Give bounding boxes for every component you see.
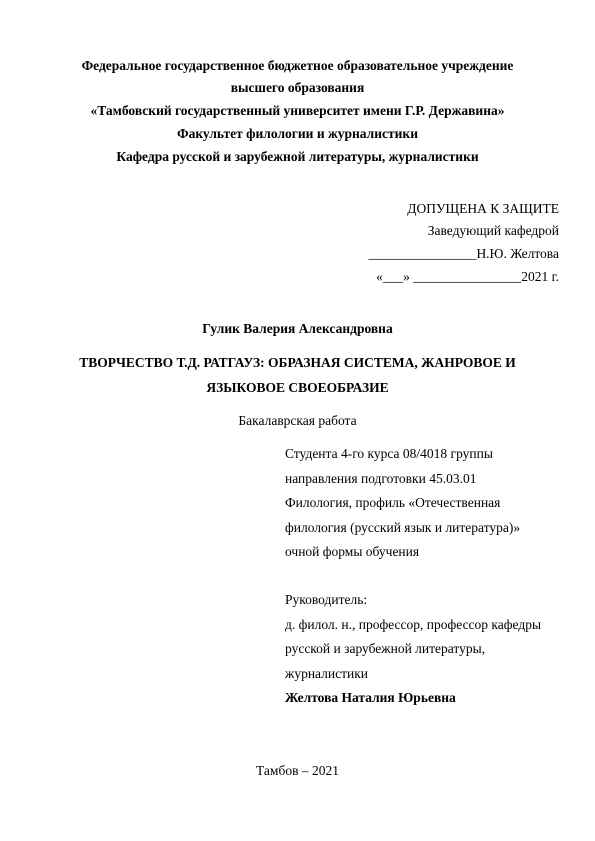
- approval-signature: ________________Н.Ю. Желтова: [368, 246, 559, 261]
- supervisor-name: Желтова Наталия Юрьевна: [285, 690, 456, 705]
- student-line-4: филология (русский язык и литература)»: [285, 519, 521, 535]
- approval-date: «___» ________________2021 г.: [376, 269, 559, 284]
- supervisor-line-1: д. филол. н., профессор, профессор кафедры: [285, 616, 542, 632]
- author-name: Гулик Валерия Александровна: [202, 321, 393, 336]
- student-info: [285, 442, 520, 565]
- supervisor-line-3: журналистики: [285, 665, 369, 681]
- city-year: Тамбов – 2021: [256, 763, 339, 778]
- institution-line-1: Федеральное государственное бюджетное образовательное учреждение: [81, 58, 514, 73]
- student-line-3: Филология, профиль «Отечественная: [285, 495, 501, 510]
- approval-title: ДОПУЩЕНА К ЗАЩИТЕ: [407, 201, 559, 216]
- university-name: «Тамбовский государственный университет имени Г.Р. Державина»: [90, 103, 505, 118]
- work-title-line-2: ЯЗЫКОВОЕ СВОЕОБРАЗИЕ: [206, 380, 389, 395]
- faculty-name: Факультет филологии и журналистики: [177, 126, 418, 141]
- work-type: Бакалаврская работа: [238, 413, 357, 428]
- work-title-line-1: ТВОРЧЕСТВО Т.Д. РАТГАУЗ: ОБРАЗНАЯ СИСТЕМА, ЖАНРОВОЕ И: [79, 355, 516, 370]
- supervisor-line-2: русской и зарубежной литературы,: [285, 641, 486, 656]
- student-line-2: направления подготовки 45.03.01: [285, 470, 477, 486]
- supervisor-info: [285, 588, 541, 711]
- approval-position: Заведующий кафедрой: [427, 223, 559, 238]
- supervisor-label: Руководитель:: [285, 592, 368, 607]
- student-line-1: Студента 4-го курса 08/4018 группы: [285, 446, 493, 461]
- department-name: Кафедра русской и зарубежной литературы, журналистики: [116, 149, 479, 164]
- institution-line-2: высшего образования: [230, 80, 365, 95]
- student-line-5: очной формы обучения: [285, 544, 420, 559]
